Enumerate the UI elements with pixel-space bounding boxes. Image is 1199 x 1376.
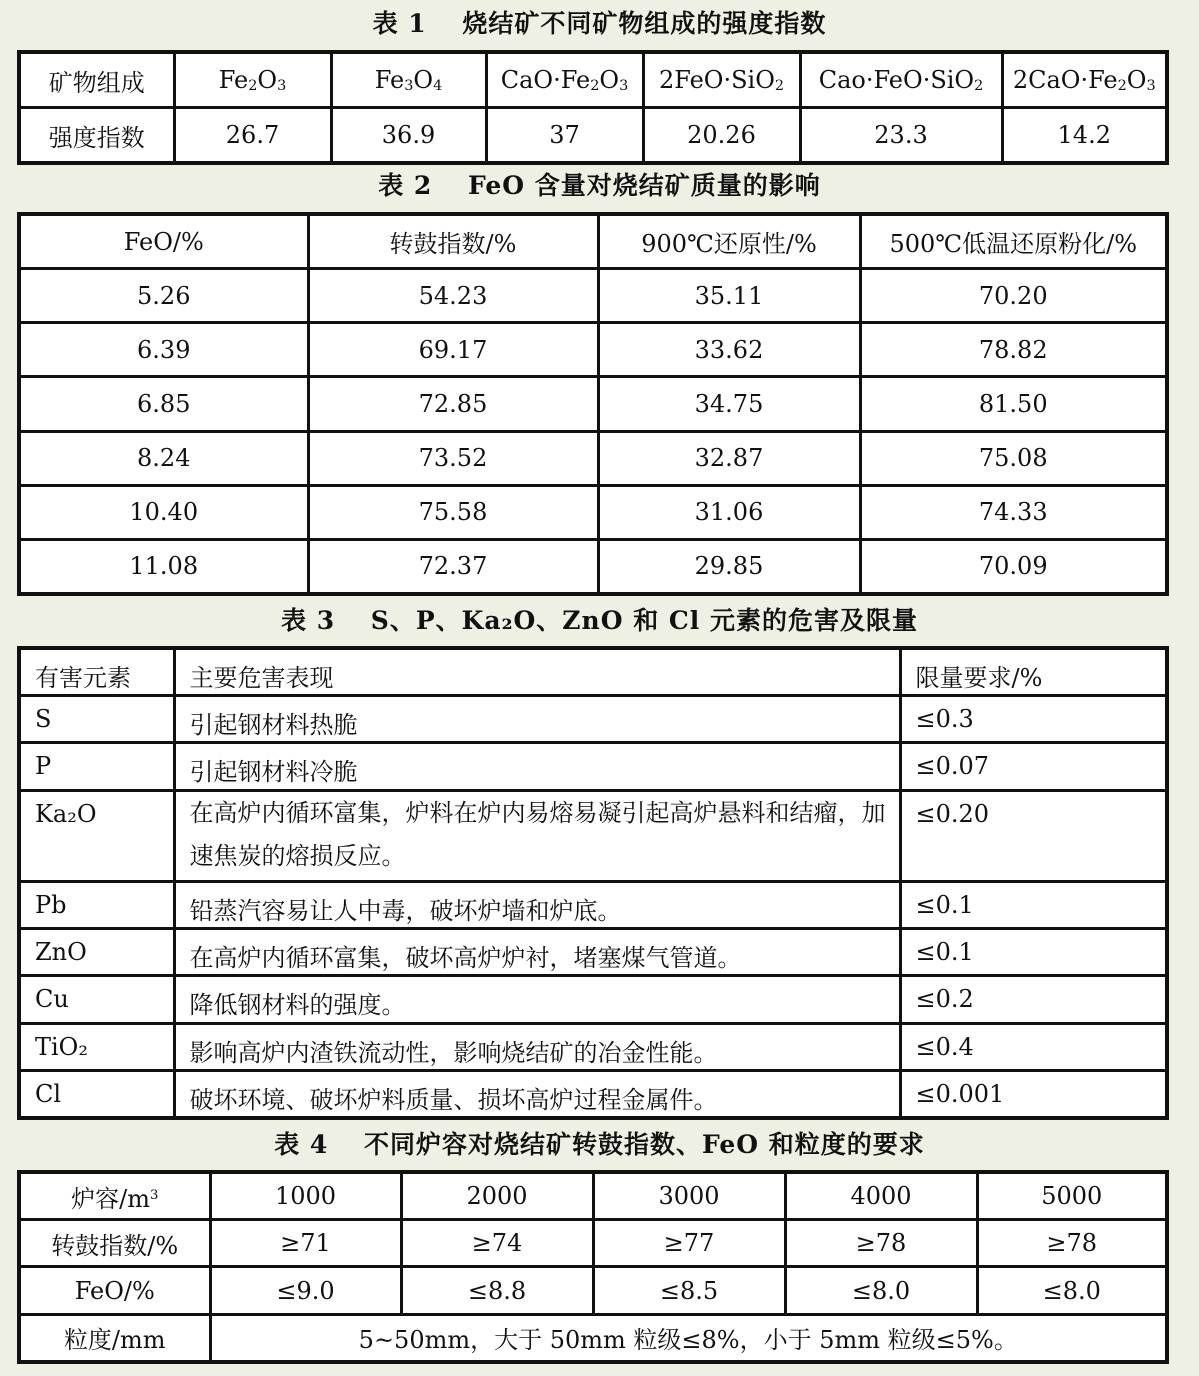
table2-cell: 75.58: [308, 485, 598, 539]
table1-value-row: [19, 108, 1167, 164]
table3-harm: 引起钢材料冷脆: [174, 743, 900, 790]
table4-feo-value: ≤8.0: [977, 1267, 1167, 1314]
table2-cell: 35.11: [598, 269, 860, 323]
table2-cell: 72.37: [308, 539, 598, 594]
table-row: [19, 269, 1167, 323]
table-row: [19, 539, 1167, 594]
table1-header-label: 矿物组成: [19, 52, 174, 108]
table2-cell: 29.85: [598, 539, 860, 594]
table2-cell: 81.50: [860, 377, 1167, 431]
table2-cell: 69.17: [308, 323, 598, 377]
table1-col-2: $CaO\cdot Fe_2O_3$: [486, 52, 643, 108]
table4-feo-value: ≤8.5: [593, 1267, 785, 1314]
table2-cell: 33.62: [598, 323, 860, 377]
table3-limit: ≤0.07: [900, 743, 1167, 790]
table3-header: 有害元素: [19, 648, 174, 696]
table1-caption: 表 1 烧结矿不同矿物组成的强度指数: [372, 9, 827, 38]
table2-header: 900℃还原性/%: [598, 214, 860, 269]
table2-feo-quality: [17, 212, 1169, 596]
table1-col-3: 2FeO·SiO$_2$: [643, 52, 800, 108]
table-row: [19, 431, 1167, 485]
table3-limit: ≤0.2: [900, 976, 1167, 1023]
table2-cell: 10.40: [19, 485, 308, 539]
table3-harm: 引起钢材料热脆: [174, 696, 900, 743]
table1-mineral-strength: [17, 50, 1169, 165]
table3-harm: 破坏环境、破坏炉料质量、损坏高炉过程金属件。: [174, 1070, 900, 1118]
table3-limit: ≤0.1: [900, 881, 1167, 928]
table4-feo-row: [19, 1267, 1167, 1314]
table2-header-row: [19, 214, 1167, 269]
table4-volume: 1000: [210, 1172, 401, 1220]
table3-limit: ≤0.3: [900, 696, 1167, 743]
table1-value: 14.2: [1002, 108, 1167, 164]
table3-header: 限量要求/%: [900, 648, 1167, 696]
table2-cell: 32.87: [598, 431, 860, 485]
table4-furnace-requirements: [17, 1170, 1169, 1364]
table4-volume-row: [19, 1172, 1167, 1220]
table4-volume: 2000: [401, 1172, 593, 1220]
table-row: [19, 377, 1167, 431]
table4-caption: 表 4 不同炉容对烧结矿转鼓指数、FeO 和粒度的要求: [274, 1130, 925, 1159]
table2-cell: 73.52: [308, 431, 598, 485]
table2-cell: 11.08: [19, 539, 308, 594]
table4-volume: 3000: [593, 1172, 785, 1220]
table1-col-5: $2CaO\cdot Fe_2O_3$: [1002, 52, 1167, 108]
table4-drum-value: ≥71: [210, 1220, 401, 1267]
table-row: [19, 976, 1167, 1023]
table1-value: 26.7: [174, 108, 331, 164]
table2-cell: 54.23: [308, 269, 598, 323]
table2-cell: 75.08: [860, 431, 1167, 485]
table1-value: 20.26: [643, 108, 800, 164]
table4-drum-row: [19, 1220, 1167, 1267]
table3-harm: 在高炉内循环富集，炉料在炉内易熔易凝引起高炉悬料和结瘤，加速焦炭的熔损反应。: [174, 790, 900, 881]
table2-caption: 表 2 FeO 含量对烧结矿质量的影响: [378, 171, 821, 200]
table3-header-row: [19, 648, 1167, 696]
table3-limit: ≤0.20: [900, 790, 1167, 881]
table4-volume: 5000: [977, 1172, 1167, 1220]
table3-element: Ka₂O: [19, 790, 174, 881]
table4-size-row: [19, 1314, 1167, 1362]
table-row: [19, 743, 1167, 790]
table2-cell: 70.09: [860, 539, 1167, 594]
table3-harmful-elements: [17, 646, 1169, 1120]
table3-harm: 降低钢材料的强度。: [174, 976, 900, 1023]
table2-cell: 6.39: [19, 323, 308, 377]
table-row: [19, 790, 1167, 881]
table3-harm: 铅蒸汽容易让人中毒，破坏炉墙和炉底。: [174, 881, 900, 928]
table4-drum-value: ≥74: [401, 1220, 593, 1267]
table2-cell: 5.26: [19, 269, 308, 323]
table2-cell: 72.85: [308, 377, 598, 431]
table3-limit: ≤0.4: [900, 1023, 1167, 1070]
table3-harm: 在高炉内循环富集，破坏高炉炉衬，堵塞煤气管道。: [174, 929, 900, 976]
table4-drum-label: 转鼓指数/%: [19, 1220, 210, 1267]
table2-header: FeO/%: [19, 214, 308, 269]
table4-drum-value: ≥78: [785, 1220, 977, 1267]
table2-cell: 78.82: [860, 323, 1167, 377]
table2-cell: 70.20: [860, 269, 1167, 323]
table4-drum-value: ≥78: [977, 1220, 1167, 1267]
table-row: [19, 485, 1167, 539]
table2-cell: 8.24: [19, 431, 308, 485]
table2-cell: 74.33: [860, 485, 1167, 539]
table1-value: 37: [486, 108, 643, 164]
table2-header: 500℃低温还原粉化/%: [860, 214, 1167, 269]
table3-element: ZnO: [19, 929, 174, 976]
table4-volume: 4000: [785, 1172, 977, 1220]
table1-col-1: $Fe_3O_4$: [331, 52, 486, 108]
table-row: [19, 881, 1167, 928]
table2-header: 转鼓指数/%: [308, 214, 598, 269]
table1-col-4: Cao·FeO·SiO$_2$: [800, 52, 1002, 108]
table4-feo-label: FeO/%: [19, 1267, 210, 1314]
table3-header: 主要危害表现: [174, 648, 900, 696]
table-row: [19, 696, 1167, 743]
table1-row-label: 强度指数: [19, 108, 174, 164]
table-row: [19, 929, 1167, 976]
table2-cell: 34.75: [598, 377, 860, 431]
table3-limit: ≤0.001: [900, 1070, 1167, 1118]
table4-feo-value: ≤8.0: [785, 1267, 977, 1314]
table3-element: TiO₂: [19, 1023, 174, 1070]
table3-element: S: [19, 696, 174, 743]
table2-cell: 31.06: [598, 485, 860, 539]
table3-element: Pb: [19, 881, 174, 928]
table3-element: Cu: [19, 976, 174, 1023]
table4-size-text: 5~50mm，大于 50mm 粒级≤8%，小于 5mm 粒级≤5%。: [210, 1314, 1167, 1362]
table1-col-0: $Fe_2O_3$: [174, 52, 331, 108]
table1-value: 23.3: [800, 108, 1002, 164]
table4-size-label: 粒度/mm: [19, 1314, 210, 1362]
table4-drum-value: ≥77: [593, 1220, 785, 1267]
table1-header-row: [19, 52, 1167, 108]
table3-harm: 影响高炉内渣铁流动性，影响烧结矿的冶金性能。: [174, 1023, 900, 1070]
table3-limit: ≤0.1: [900, 929, 1167, 976]
table4-volume-label: 炉容$/m^3$: [19, 1172, 210, 1220]
table3-element: P: [19, 743, 174, 790]
table-row: [19, 1023, 1167, 1070]
table1-value: 36.9: [331, 108, 486, 164]
table4-feo-value: ≤8.8: [401, 1267, 593, 1314]
table3-element: Cl: [19, 1070, 174, 1118]
table4-feo-value: ≤9.0: [210, 1267, 401, 1314]
table-row: [19, 1070, 1167, 1118]
table-row: [19, 323, 1167, 377]
table2-cell: 6.85: [19, 377, 308, 431]
table3-caption: 表 3 S、P、Ka₂O、ZnO 和 Cl 元素的危害及限量: [280, 606, 919, 635]
